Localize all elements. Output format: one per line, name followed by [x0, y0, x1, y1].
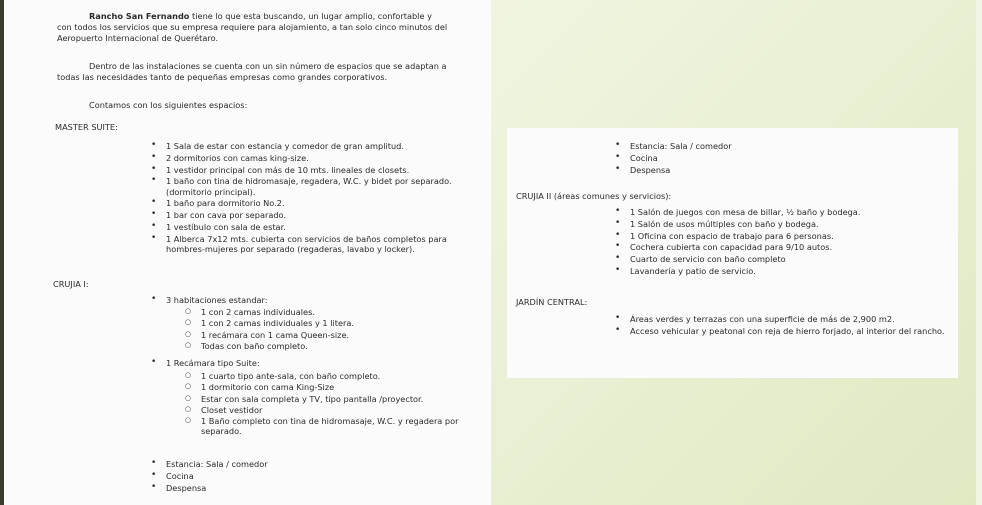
crujia-2-heading: CRUJIA II (áreas comunes y servicios): [516, 191, 672, 201]
list-item: • 1 Alberca 7x12 mts. cubierta con servicios de baños completos para hombres-mujeres por separado (regaderas, lavabo y locker). [150, 234, 486, 255]
crujia-1-group-1 [150, 295, 486, 307]
right-document-page [507, 128, 958, 378]
list-item: • Estancia: Sala / comedor [614, 141, 944, 151]
spaces-intro: Contamos con los siguientes espacios: [89, 100, 248, 110]
crujia-1-extras [150, 459, 486, 494]
list-item: • 1 vestíbulo con sala de estar. [150, 222, 486, 232]
list-item: • Cocina [150, 471, 486, 481]
list-item: • 1 Sala de estar con estancia y comedor de gran amplitud. [150, 141, 486, 151]
sub-list-item: ○ Estar con sala completa y TV, tipo pantalla /proyector. [185, 394, 485, 404]
list-item: • Cuarto de servicio con baño completo [614, 254, 949, 264]
para2-line-1: Dentro de las instalaciones se cuenta con un sin número de espacios que se adaptan a [89, 61, 447, 71]
list-item: • 1 bar con cava por separado. [150, 210, 486, 220]
sub-list-item: ○ Todas con baño completo. [185, 341, 485, 351]
master-suite-list [150, 141, 486, 256]
list-item: • 1 Salón de juegos con mesa de billar, ½ baño y bodega. [614, 207, 949, 217]
list-item: • 1 baño con tina de hidromasaje, regadera, W.C. y bidet por separado. (dormitorio principal). [150, 176, 486, 197]
list-item: • Lavandería y patio de servicio. [614, 266, 949, 276]
sub-list-item: ○ 1 dormitorio con cama King-Size [185, 382, 485, 392]
sub-list-item: ○ 1 con 2 camas individuales. [185, 307, 485, 317]
jardin-central-list [614, 314, 949, 338]
left-document-page [4, 0, 491, 505]
list-item: • Acceso vehicular y peatonal con reja de hierro forjado, al interior del rancho. [614, 326, 949, 336]
sub-list-item: ○ 1 con 2 camas individuales y 1 litera. [185, 318, 485, 328]
list-item: • 1 vestidor principal con más de 10 mts. lineales de closets. [150, 165, 486, 175]
intro-line-2: con todos los servicios que su empresa requiere para alojamiento, a tan solo cinco minutos del [57, 22, 448, 32]
crujia-1-heading: CRUJIA I: [53, 279, 89, 289]
sub-list-item: ○ 1 Baño completo con tina de hidromasaje, W.C. y regadera por separado. [185, 416, 485, 437]
list-item: • 1 Oficina con espacio de trabajo para 6 personas. [614, 231, 949, 241]
list-item: • Cocina [614, 153, 944, 163]
intro-line-3: Aeropuerto Internacional de Querétaro. [57, 33, 219, 43]
list-item: • Estancia: Sala / comedor [150, 459, 486, 469]
sub-list-item: ○ Closet vestidor [185, 405, 485, 415]
list-item: • Despensa [614, 165, 944, 175]
list-item: • 3 habitaciones estandar: [150, 295, 486, 305]
sub-list-item: ○ 1 cuarto tipo ante-sala, con baño completo. [185, 371, 485, 381]
master-suite-heading: MASTER SUITE: [55, 122, 118, 132]
para2-line-2: todas las necesidades tanto de pequeñas empresas como grandes corporativos. [57, 72, 388, 82]
crujia-1-group-1-subitems [185, 307, 485, 352]
list-item: • 1 Salón de usos múltiples con baño y bodega. [614, 219, 949, 229]
crujia-2-list [614, 207, 949, 278]
list-item: • 1 Recámara tipo Suite: [150, 358, 486, 368]
list-item: • 1 baño para dormitorio No.2. [150, 198, 486, 208]
ranch-name: Rancho San Fernando [89, 11, 190, 21]
list-item: • Áreas verdes y terrazas con una superficie de más de 2,900 m2. [614, 314, 949, 324]
intro-line-1-rest: tiene lo que esta buscando, un lugar amplio, confortable y [192, 11, 432, 21]
right-top-list [614, 141, 944, 176]
crujia-1-group-2-subitems [185, 371, 485, 438]
sub-list-item: ○ 1 recámara con 1 cama Queen-size. [185, 330, 485, 340]
list-item: • 2 dormitorios con camas king-size. [150, 153, 486, 163]
crujia-1-group-2 [150, 358, 486, 370]
list-item: • Despensa [150, 483, 486, 493]
right-light-edge [976, 0, 982, 505]
intro-line-1 [89, 11, 489, 21]
list-item: • Cochera cubierta con capacidad para 9/10 autos. [614, 242, 949, 252]
jardin-central-heading: JARDÍN CENTRAL: [516, 297, 588, 307]
